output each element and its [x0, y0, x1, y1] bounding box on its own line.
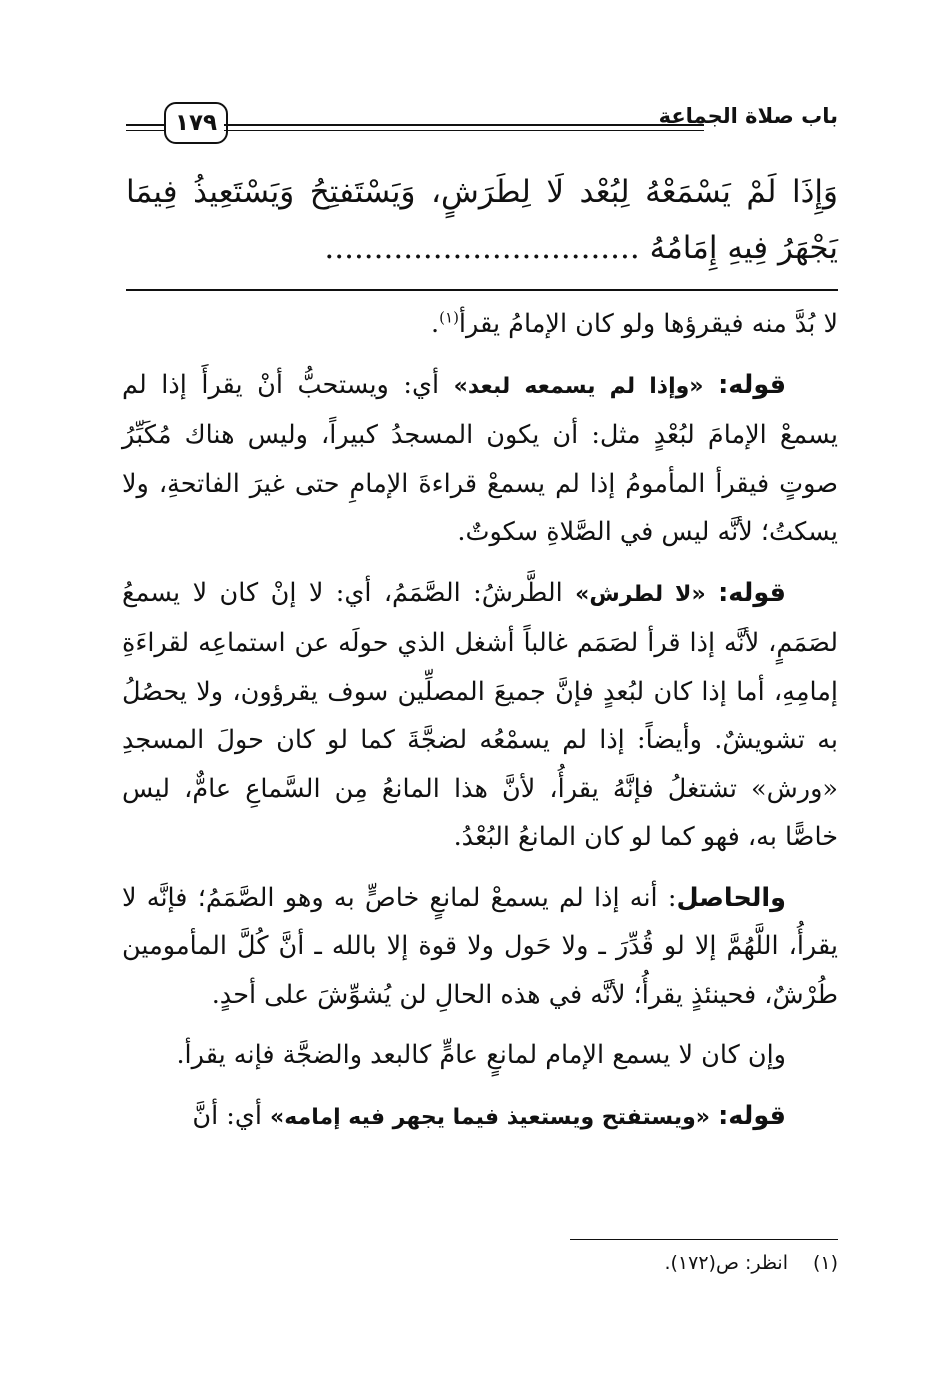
- paragraph-6: [122, 1092, 838, 1143]
- header-rule-left: [126, 124, 164, 126]
- header-rule: [224, 124, 704, 126]
- paragraph-1: [122, 300, 838, 349]
- matn-separator: [126, 289, 838, 291]
- p6-text: أي: أنَّ: [192, 1100, 271, 1131]
- commentary-body: [122, 300, 838, 1154]
- paragraph-3: [122, 569, 838, 862]
- p3-quote: «لا لطرش»: [575, 581, 706, 607]
- matn-line-1: وَإِذَا لَمْ يَسْمَعْهُ لِبُعْد لَا لِطَرَشٍ، وَيَسْتَفتِحُ وَيَسْتَعِيذُ فِيمَا: [126, 174, 838, 210]
- p2-text: أي: ويستحبُّ أنْ يقرأَ إذا لم يسمعْ الإمامَ لبُعْدٍ مثل: أن يكون المسجدُ كبيراً، وليس هناك مُكَبِّرُ صوتٍ فيقرأ المأمومُ إذا لم يسمعْ قراءةَ الإمامِ حتى غيرَ الفاتحةِ، ولا يسكتُ؛ لأنَّه ليس في الصَّلاةِ سكوتٌ.: [122, 369, 839, 547]
- footnote-number: (١): [812, 1252, 838, 1274]
- footnote-separator: [570, 1239, 838, 1240]
- p3-label: قوله:: [718, 577, 786, 608]
- p1-end: .: [431, 309, 440, 339]
- matn-line-2: [126, 220, 838, 276]
- paragraph-4: [122, 874, 838, 1020]
- matn-text: [126, 164, 838, 276]
- footnote-text: انظر: ص(١٧٢).: [664, 1252, 788, 1274]
- p6-label: قوله:: [718, 1100, 786, 1131]
- p5-text: وإن كان لا يسمع الإمام لمانعٍ عامٍّ كالبعد والضجَّة فإنه يقرأ.: [176, 1040, 786, 1070]
- header-rule-left-thin: [126, 130, 164, 131]
- p4-text: : أنه إذا لم يسمعْ لمانعٍ خاصٍّ به وهو الصَّمَمُ؛ فإنَّه لا يقرأُ، اللَّهُمَّ إلا لو قُدِّرَ ـ ولا حَول ولا قوة إلا بالله ـ أنَّ كُلَّ المأمومين طُرْشٌ، فحينئذٍ يقرأُ؛ لأنَّه في هذه الحالِ لن يُشوِّشَ على أحدٍ.: [122, 882, 838, 1010]
- header-rule-thin: [224, 130, 704, 131]
- footnote-1: [438, 1250, 838, 1276]
- p1-text: لا بُدَّ منه فيقرؤها ولو كان الإمامُ يقرأ: [458, 309, 838, 339]
- p3-text: الطَّرشُ: الصَّمَمُ، أي: لا إنْ كان لا يسمعُ لصَمَمٍ، لأنَّه إذا قرأ لصَمَم غالباً أشغل الذي حولَه عن استماعِه لقراءَةِ إمامِهِ، أما إذا كان لبُعدٍ فإنَّ جميعَ المصلِّين سوف يقرؤون، ولا يحصُلُ به تشويشٌ. وأيضاً: إذا لم يسمْعُه لضجَّةَ كما لو كان حولَ المسجدِ «ورش» تشتغلُ فإنَّهُ يقرأُ، لأنَّ هذا المانعُ مِن السَّماعِ عامٌّ، ليس خاصًّا به، فهو كما لو كان المانعُ البُعْدُ.: [122, 577, 838, 852]
- paragraph-5: [122, 1031, 838, 1080]
- p4-label: والحاصل: [676, 882, 786, 913]
- p2-label: قوله:: [718, 369, 787, 400]
- paragraph-2: [122, 361, 838, 557]
- matn-line-2-text: يَجْهَرُ فِيهِ إِمَامُهُ: [649, 230, 838, 266]
- footnote-ref-1: (١): [439, 308, 459, 327]
- p2-quote: «وإذا لم يسمعه لبعد»: [453, 373, 704, 399]
- matn-dots: ................................: [324, 230, 640, 266]
- page-number: ١٧٩: [164, 102, 228, 144]
- chapter-title: باب صلاة الجماعة: [658, 104, 838, 128]
- p6-quote: «ويستفتح ويستعيذ فيما يجهر فيه إمامه»: [270, 1104, 710, 1130]
- page-header: [126, 100, 838, 148]
